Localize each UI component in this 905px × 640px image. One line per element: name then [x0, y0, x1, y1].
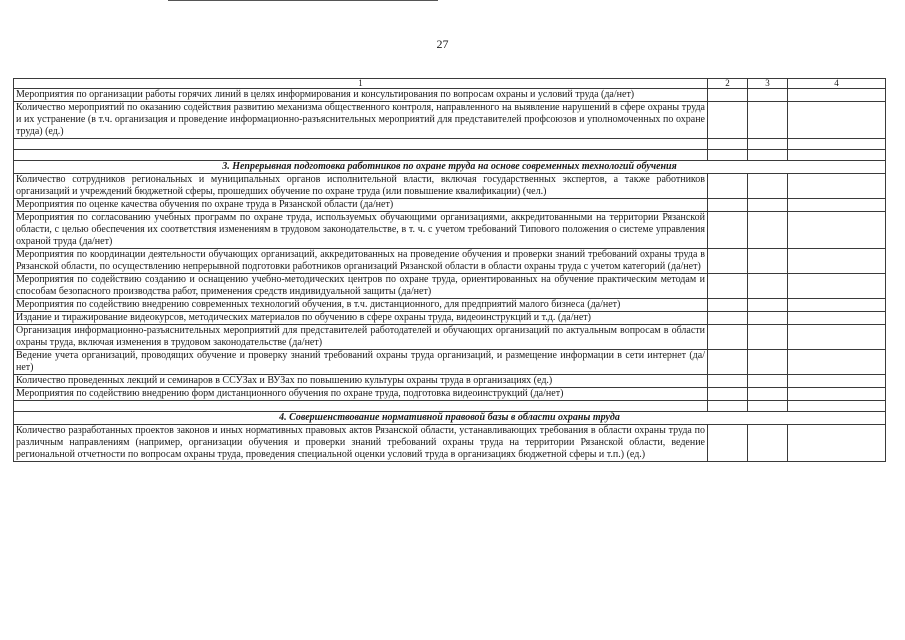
value-cell-3: [748, 425, 788, 462]
table-row: [14, 299, 886, 312]
section-heading: 4. Совершенствование нормативной правовой базы в области охраны труда: [14, 412, 886, 425]
table-row: [14, 388, 886, 401]
indicator-cell: Количество проведенных лекций и семинаров в ССУЗах и ВУЗах по повышению культуры охраны труда в организациях (ед.): [14, 375, 708, 388]
value-cell-2: [708, 325, 748, 350]
value-cell-4: [788, 375, 886, 388]
empty-row: [14, 139, 886, 150]
value-cell-3: [748, 401, 788, 412]
top-rule: [168, 0, 438, 1]
value-cell-4: [788, 299, 886, 312]
value-cell-4: [788, 401, 886, 412]
value-cell-4: [788, 102, 886, 139]
value-cell-4: [788, 312, 886, 325]
value-cell-2: [708, 102, 748, 139]
value-cell-2: [708, 312, 748, 325]
value-cell-2: [708, 274, 748, 299]
indicator-cell: Организация информационно-разъяснительных мероприятий для представителей работодателей и обучающих организаций по актуальным вопросам в области охраны труда, включая изменения в трудовом законодательстве (да/нет): [14, 325, 708, 350]
value-cell-2: [708, 375, 748, 388]
table-row: [14, 425, 886, 462]
page-number: 27: [436, 37, 449, 51]
column-header-3: 3: [748, 79, 788, 89]
value-cell-4: [788, 139, 886, 150]
value-cell-4: [788, 150, 886, 161]
column-header-2: 2: [708, 79, 748, 89]
table-body: [14, 79, 886, 462]
indicator-cell: Мероприятия по содействию созданию и оснащению учебно-методических центров по охране труда, ориентированных на обучение практическим методам и способам безопасного производства работ, применения средств индивидуальной защиты (да/нет): [14, 274, 708, 299]
table-row: [14, 325, 886, 350]
value-cell-2: [708, 425, 748, 462]
value-cell-3: [748, 102, 788, 139]
value-cell-4: [788, 425, 886, 462]
table-row: [14, 249, 886, 274]
indicator-cell: Количество мероприятий по оказанию содействия развитию механизма общественного контроля, направленного на выявление нарушений в сфере охраны труда и их устранение (в т.ч. организация и проведение информационно-разъяснительных мероприятий для представителей профсоюзов и уполномоченных по охране труда) (ед.): [14, 102, 708, 139]
value-cell-4: [788, 199, 886, 212]
value-cell-2: [708, 350, 748, 375]
table-header-row: [14, 79, 886, 89]
value-cell-4: [788, 274, 886, 299]
value-cell-3: [748, 350, 788, 375]
indicators-table: [13, 78, 886, 462]
value-cell-3: [748, 274, 788, 299]
value-cell-3: [748, 312, 788, 325]
section-heading-row: [14, 412, 886, 425]
value-cell-3: [748, 89, 788, 102]
indicator-cell: Мероприятия по содействию внедрению форм дистанционного обучения по охране труда, подготовка видеоинструкций (да/нет): [14, 388, 708, 401]
value-cell-3: [748, 325, 788, 350]
empty-row: [14, 150, 886, 161]
indicator-cell: Мероприятия по организации работы горячих линий в целях информирования и консультирования по вопросам охраны и условий труда (да/нет): [14, 89, 708, 102]
table-row: [14, 212, 886, 249]
value-cell-2: [708, 299, 748, 312]
value-cell-3: [748, 375, 788, 388]
indicator-cell: Количество сотрудников региональных и муниципальных органов исполнительной власти, включая государственных экспертов, а также работников организаций и учреждений бюджетной сферы, прошедших обучение по охране труда (или повышение квалификации) (чел.): [14, 174, 708, 199]
table-row: [14, 199, 886, 212]
section-heading-row: [14, 161, 886, 174]
table-row: [14, 350, 886, 375]
value-cell-4: [788, 174, 886, 199]
indicator-cell: [14, 150, 708, 161]
value-cell-3: [748, 139, 788, 150]
indicator-cell: Мероприятия по оценке качества обучения по охране труда в Рязанской области (да/нет): [14, 199, 708, 212]
value-cell-3: [748, 174, 788, 199]
value-cell-2: [708, 174, 748, 199]
value-cell-4: [788, 325, 886, 350]
column-header-4: 4: [788, 79, 886, 89]
value-cell-4: [788, 249, 886, 274]
table-row: [14, 274, 886, 299]
indicator-cell: Ведение учета организаций, проводящих обучение и проверку знаний требований охраны труда организаций, и размещение информации в сети интернет (да/нет): [14, 350, 708, 375]
value-cell-3: [748, 299, 788, 312]
section-heading: 3. Непрерывная подготовка работников по охране труда на основе современных технологий обучения: [14, 161, 886, 174]
value-cell-4: [788, 212, 886, 249]
value-cell-2: [708, 89, 748, 102]
value-cell-2: [708, 199, 748, 212]
value-cell-2: [708, 150, 748, 161]
value-cell-2: [708, 212, 748, 249]
value-cell-4: [788, 388, 886, 401]
table-row: [14, 174, 886, 199]
value-cell-4: [788, 89, 886, 102]
indicator-cell: Мероприятия по координации деятельности обучающих организаций, аккредитованных на проведение обучения и проверки знаний требований охраны труда в Рязанской области, по осуществлению непрерывной подготовки работников организаций Рязанской области в области охраны труда с учетом категорий (да/нет): [14, 249, 708, 274]
indicator-cell: Мероприятия по согласованию учебных программ по охране труда, используемых обучающими организациями, аккредитованными на территории Рязанской области, с целью обеспечения их соответствия изменениям в трудовом законодательстве, в т. ч. с учетом требований Типового положения о системе управления охраной труда (да/нет): [14, 212, 708, 249]
value-cell-2: [708, 249, 748, 274]
column-header-1: 1: [14, 79, 708, 89]
indicator-cell: [14, 139, 708, 150]
value-cell-2: [708, 388, 748, 401]
value-cell-3: [748, 249, 788, 274]
indicator-cell: [14, 401, 708, 412]
value-cell-2: [708, 139, 748, 150]
table-row: [14, 312, 886, 325]
value-cell-2: [708, 401, 748, 412]
value-cell-3: [748, 212, 788, 249]
value-cell-3: [748, 150, 788, 161]
table-row: [14, 89, 886, 102]
value-cell-4: [788, 350, 886, 375]
value-cell-3: [748, 199, 788, 212]
table-row: [14, 102, 886, 139]
indicator-cell: Издание и тиражирование видеокурсов, методических материалов по обучению в сфере охраны труда, видеоинструкций и т.д. (да/нет): [14, 312, 708, 325]
empty-row: [14, 401, 886, 412]
indicator-cell: Мероприятия по содействию внедрению современных технологий обучения, в т.ч. дистанционного, для предприятий малого бизнеса (да/нет): [14, 299, 708, 312]
value-cell-3: [748, 388, 788, 401]
table-row: [14, 375, 886, 388]
indicator-cell: Количество разработанных проектов законов и иных нормативных правовых актов Рязанской области, устанавливающих требования в области охраны труда по различным направлениям (например, организации обучения и проверки знаний требований охраны труда на территории Рязанской области, ведение региональной отчетности по вопросам охраны труда, проведения специальной оценки условий труда в организациях бюджетной сферы и т.п.) (ед.): [14, 425, 708, 462]
